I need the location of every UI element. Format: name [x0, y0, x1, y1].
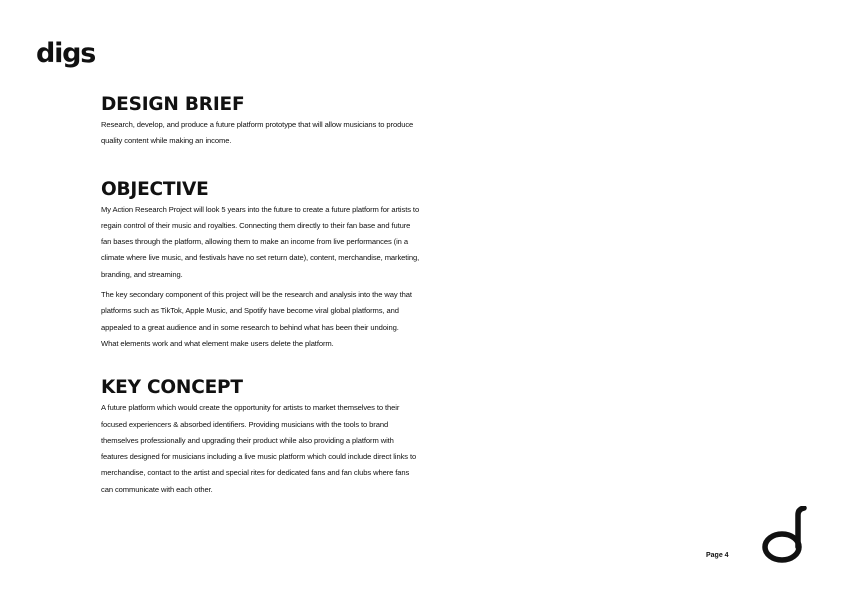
- objective-heading: OBJECTIVE: [101, 178, 209, 200]
- key-concept-heading: KEY CONCEPT: [101, 377, 243, 399]
- brand-mark-d-icon: [760, 506, 808, 564]
- design-brief-text: Research, develop, and produce a future platform prototype that will allow musicians to produce quality content while making an income.: [101, 120, 414, 146]
- document-content: [101, 93, 481, 498]
- page-number: Page 4: [706, 552, 729, 559]
- design-brief-section: [101, 93, 481, 150]
- objective-section: [101, 178, 481, 353]
- key-concept-text: A future platform which would create the opportunity for artists to market themselves to their focused experiencers & absorbed identifiers. Providing musicians with the tools to brand themselves professionally and upgrading their product while also providing a platform with features designed for musicians including a live music platform which could include direct links to merchandise, contact to the artist and special rites for dedicated fans and fan clubs where fans can communicate with each other.: [101, 403, 417, 494]
- objective-paragraph-2: The key secondary component of this project will be the research and analysis into the way that platforms such as TikTok, Apple Music, and Spotify have become viral global platforms, and appealed to a great audience and in some research to behind what has been their undoing. What elements work and what element make users delete the platform.: [101, 290, 412, 348]
- key-concept-section: [101, 376, 481, 498]
- brand-logo: digs: [36, 38, 96, 69]
- design-brief-heading: DESIGN BRIEF: [101, 94, 245, 115]
- objective-paragraph-1: My Action Research Project will look 5 years into the future to create a future platform for artists to regain control of their music and royalties. Connecting them directly to their fan base and future fan bases through the platform, allowing them to make an income from live performances (in a climate where live music, and festivals have no set return date), content, merchandise, marketing, branding, and streaming.: [101, 204, 420, 279]
